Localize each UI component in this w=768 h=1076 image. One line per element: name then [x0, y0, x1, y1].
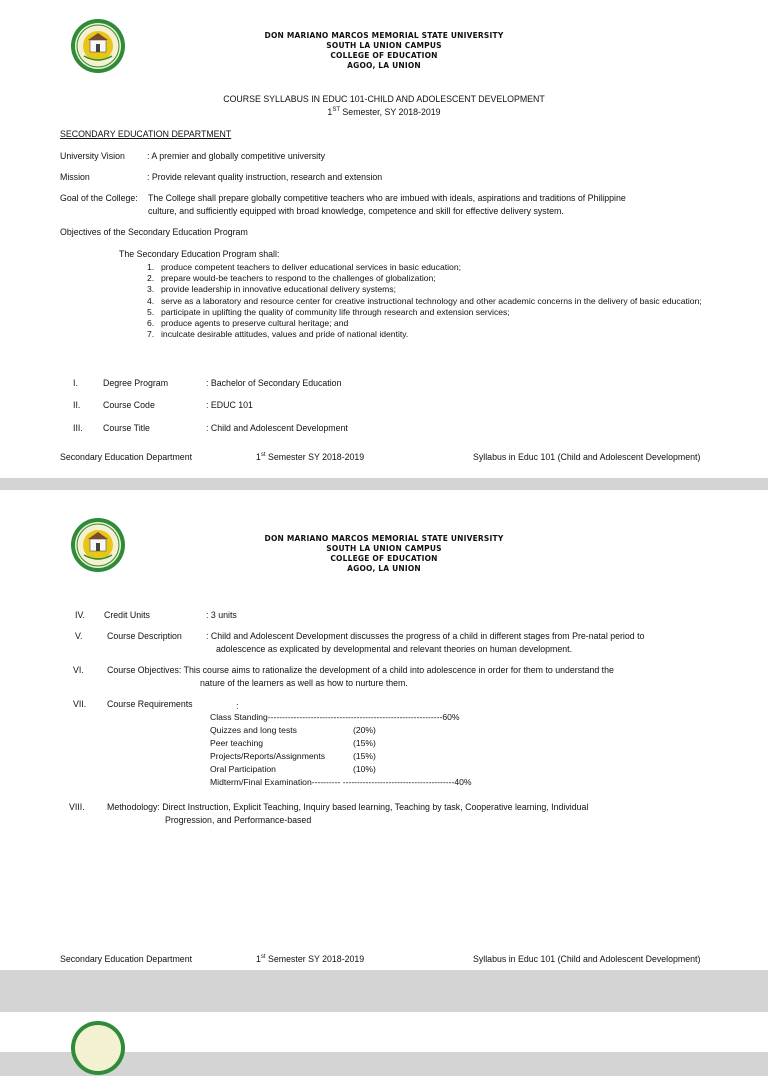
item-number: VII. [73, 699, 87, 709]
campus-name: SOUTH LA UNION CAMPUS [326, 41, 442, 50]
university-seal-logo [70, 1020, 126, 1076]
requirement-percent: (15%) [353, 751, 376, 761]
item-number: IV. [75, 610, 85, 620]
university-name: DON MARIANO MARCOS MEMORIAL STATE UNIVERSITY [264, 534, 504, 543]
degree-program-label: Degree Program [103, 378, 169, 388]
college-address: AGOO, LA UNION [347, 564, 421, 573]
objective-text: produce agents to preserve cultural heritage; and [161, 318, 349, 329]
footer-semester [256, 953, 364, 966]
syllabus-page-2 [0, 490, 768, 970]
course-description-label: Course Description [107, 631, 182, 641]
requirement-label: Oral Participation [210, 764, 276, 774]
college-name: COLLEGE OF EDUCATION [330, 554, 438, 563]
mission-label: Mission [60, 172, 90, 182]
semester-text: Semester, SY 2018-2019 [339, 107, 441, 117]
objective-number: 2. [147, 273, 155, 284]
semester-line [0, 106, 768, 119]
syllabus-page-1 [0, 0, 768, 478]
objective-text: produce competent teachers to deliver educational services in basic education; [161, 262, 462, 272]
methodology-line-1: Methodology: Direct Instruction, Explicit Teaching, Inquiry based learning, Teaching by task, Cooperative learning, Individual [107, 802, 589, 812]
credit-units-value: : 3 units [206, 610, 237, 620]
footer-semester [256, 451, 364, 464]
university-header [0, 31, 768, 71]
footer-department: Secondary Education Department [60, 452, 193, 462]
vision-label: University Vision [60, 151, 125, 161]
objective-text: prepare would-be teachers to respond to the challenges of globalization; [161, 273, 436, 284]
mission-text: : Provide relevant quality instruction, research and extension [147, 172, 383, 182]
footer-course: Syllabus in Educ 101 (Child and Adolescent Development) [473, 954, 701, 964]
requirement-percent: (15%) [353, 738, 376, 748]
requirement-label: Midterm/Final Examination---------- ---------------------------------------40% [210, 777, 472, 787]
footer-semester-number: 1 [256, 452, 261, 462]
footer-semester-text: Semester SY 2018-2019 [265, 452, 365, 462]
objective-item [147, 284, 717, 295]
item-number: I. [73, 378, 78, 388]
objective-number: 3. [147, 284, 155, 295]
objective-number: 4. [147, 295, 155, 306]
footer-department: Secondary Education Department [60, 954, 193, 964]
department-heading: SECONDARY EDUCATION DEPARTMENT [60, 129, 232, 139]
objective-number: 7. [147, 329, 155, 340]
requirement-row [210, 711, 510, 724]
course-title-label: Course Title [103, 423, 150, 433]
objective-item [147, 262, 717, 273]
item-number: II. [73, 400, 81, 410]
course-requirements-colon: : [236, 701, 239, 711]
requirement-label: Projects/Reports/Assignments [210, 751, 326, 761]
university-header [0, 534, 768, 574]
course-code-value: : EDUC 101 [206, 400, 253, 410]
objective-item [147, 296, 717, 307]
goal-text-line-2: culture, and sufficiently equipped with broad knowledge, competence and skill for effective delivery system. [148, 206, 564, 216]
requirement-label: Peer teaching [210, 738, 264, 748]
semester-number: 1 [327, 107, 333, 117]
item-number: VIII. [69, 802, 85, 812]
program-objectives-list [147, 262, 717, 340]
objective-text: serve as a laboratory and resource center for creative instructional technology and other academic concerns in the delivery of basic education; [161, 295, 702, 306]
requirement-percent: (10%) [353, 764, 376, 774]
course-title-value: : Child and Adolescent Development [206, 423, 348, 433]
requirement-row [210, 750, 510, 763]
item-number: III. [73, 423, 83, 433]
requirement-label: Class Standing-------------------------------------------------------------60% [210, 712, 460, 722]
requirement-row [210, 776, 510, 789]
university-name: DON MARIANO MARCOS MEMORIAL STATE UNIVERSITY [264, 31, 504, 40]
course-objectives-line-1: Course Objectives: This course aims to rationalize the development of a child into adolescence in order for them to understand the [107, 665, 614, 675]
footer-semester-number: 1 [256, 954, 261, 964]
college-name: COLLEGE OF EDUCATION [330, 51, 438, 60]
course-objectives-line-2: nature of the learners as well as how to nurture them. [200, 678, 408, 688]
objectives-heading: Objectives of the Secondary Education Program [60, 227, 248, 237]
objective-item [147, 273, 717, 284]
objective-item [147, 329, 717, 340]
syllabus-title: COURSE SYLLABUS IN EDUC 101-CHILD AND ADOLESCENT DEVELOPMENT [223, 94, 545, 104]
course-description-line-2: adolescence as explicated by developmental and relevant theories on human development. [216, 644, 573, 654]
requirement-row [210, 724, 510, 737]
program-shall: The Secondary Education Program shall: [119, 249, 280, 259]
vision-text: : A premier and globally competitive university [147, 151, 325, 161]
footer-semester-suffix: st [260, 954, 266, 961]
objective-text: participate in uplifting the quality of community life through research and extension services; [161, 306, 510, 317]
requirement-percent: (20%) [353, 725, 376, 735]
campus-name: SOUTH LA UNION CAMPUS [326, 544, 442, 553]
college-address: AGOO, LA UNION [347, 61, 421, 70]
course-description-line-1: : Child and Adolescent Development discusses the progress of a child in different stages from Pre-natal period to [206, 631, 645, 641]
requirement-row [210, 737, 510, 750]
syllabus-page-3-partial [0, 1012, 768, 1052]
methodology-line-2: Progression, and Performance-based [165, 815, 312, 825]
goal-label: Goal of the College: [60, 193, 138, 203]
degree-program-value: : Bachelor of Secondary Education [206, 378, 342, 388]
objective-number: 5. [147, 306, 155, 317]
course-requirements-label: Course Requirements [107, 699, 193, 709]
requirement-label: Quizzes and long tests [210, 725, 297, 735]
footer-semester-text: Semester SY 2018-2019 [265, 954, 365, 964]
item-number: V. [75, 631, 83, 641]
footer-course: Syllabus in Educ 101 (Child and Adolescent Development) [473, 452, 701, 462]
goal-text-line-1: The College shall prepare globally competitive teachers who are imbued with ideals, aspirations and traditions of Philippine [148, 193, 626, 203]
objective-number: 1. [147, 262, 155, 272]
item-number: VI. [73, 665, 84, 675]
requirement-row [210, 763, 510, 776]
footer-semester-suffix: st [260, 452, 266, 459]
requirements-table [210, 711, 510, 789]
credit-units-label: Credit Units [104, 610, 150, 620]
semester-suffix: ST [332, 107, 340, 114]
course-code-label: Course Code [103, 400, 155, 410]
objective-item [147, 318, 717, 329]
objective-text: provide leadership in innovative educational delivery systems; [161, 284, 397, 295]
objective-number: 6. [147, 318, 155, 329]
objective-item [147, 307, 717, 318]
objective-text: inculcate desirable attitudes, values and pride of national identity. [161, 329, 409, 340]
